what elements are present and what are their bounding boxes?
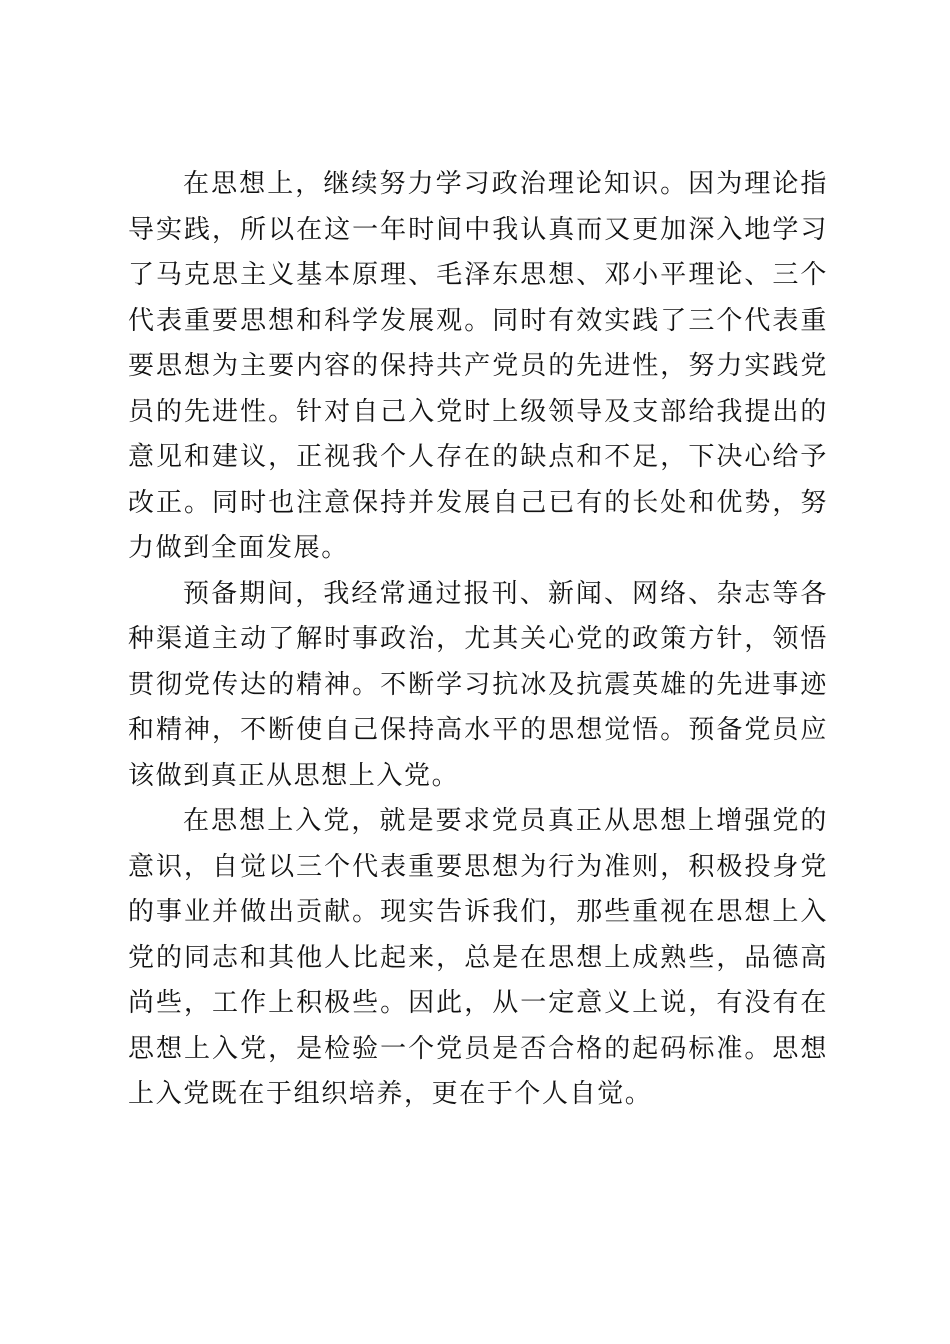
paragraph-2: 预备期间，我经常通过报刊、新闻、网络、杂志等各种渠道主动了解时事政治，尤其关心党的政策方针，领悟贯彻党传达的精神。不断学习抗冰及抗震英雄的先进事迹和精神，不断使自己保持高水平的思想觉悟。预备党员应该做到真正从思想上入党。 xyxy=(128,578,828,791)
document-body xyxy=(128,162,828,1118)
paragraph-3: 在思想上入党，就是要求党员真正从思想上增强党的意识，自觉以三个代表重要思想为行为准则，积极投身党的事业并做出贡献。现实告诉我们，那些重视在思想上入党的同志和其他人比起来，总是在思想上成熟些，品德高尚些，工作上积极些。因此，从一定意义上说，有没有在思想上入党，是检验一个党员是否合格的起码标准。思想上入党既在于组织培养，更在于个人自觉。 xyxy=(128,806,828,1109)
paragraph-1: 在思想上，继续努力学习政治理论知识。因为理论指导实践，所以在这一年时间中我认真而又更加深入地学习了马克思主义基本原理、毛泽东思想、邓小平理论、三个代表重要思想和科学发展观。同时有效实践了三个代表重要思想为主要内容的保持共产党员的先进性，努力实践党员的先进性。针对自己入党时上级领导及支部给我提出的意见和建议，正视我个人存在的缺点和不足，下决心给予改正。同时也注意保持并发展自己已有的长处和优势，努力做到全面发展。 xyxy=(128,169,828,563)
